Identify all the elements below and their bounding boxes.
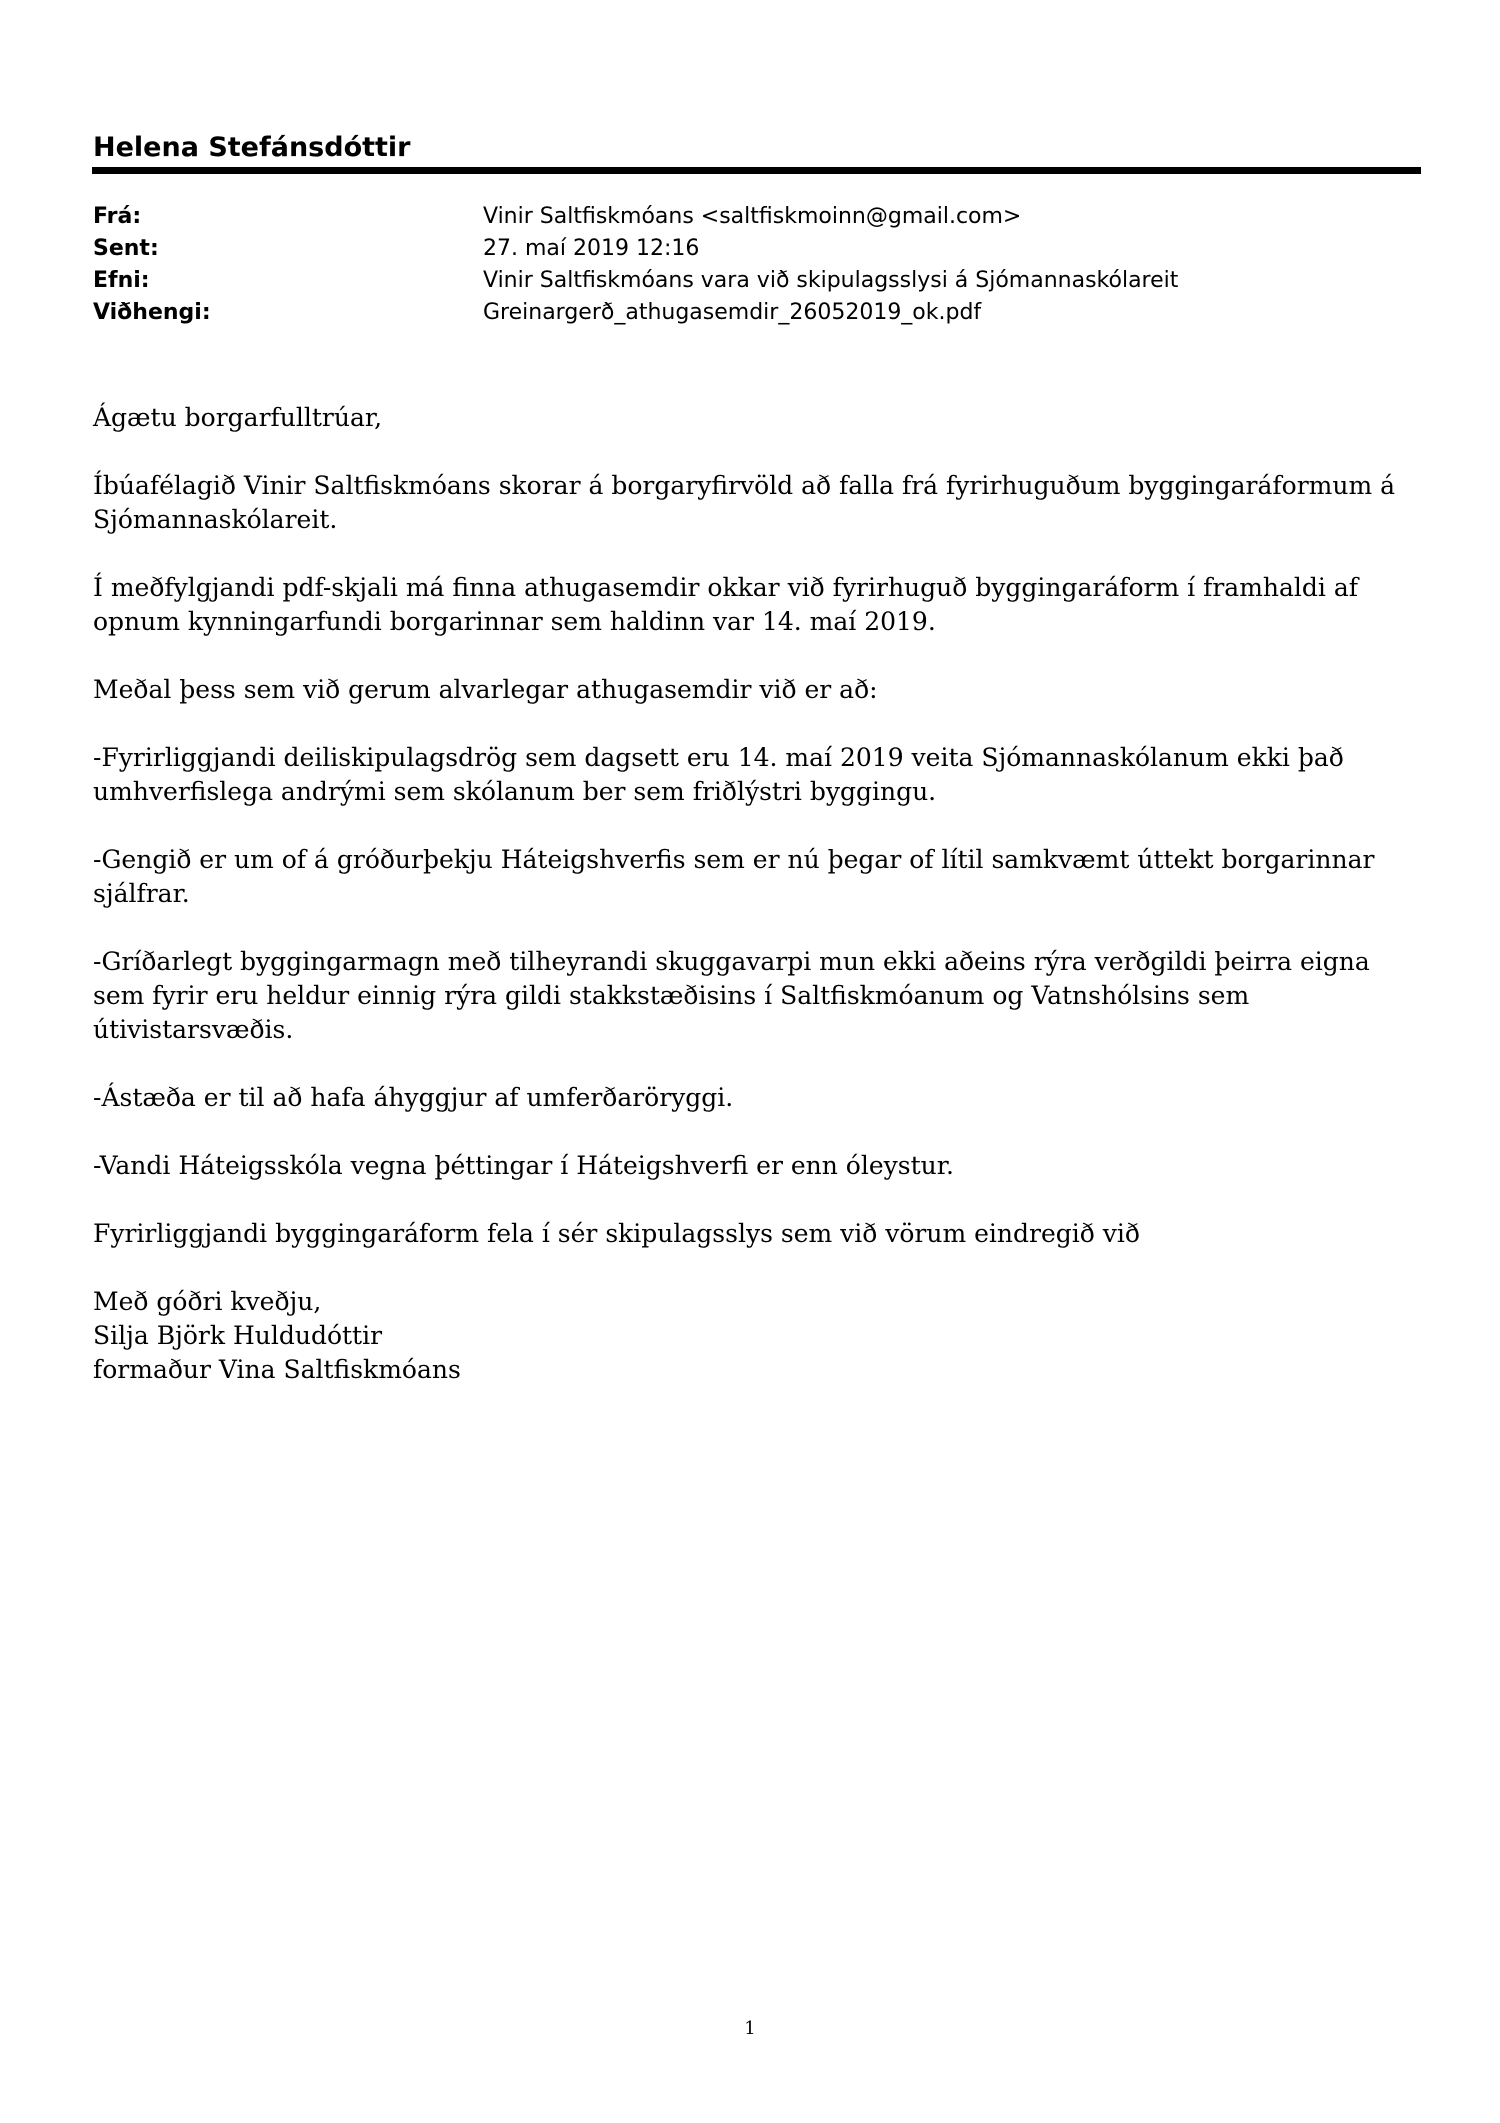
- objection-item: -Vandi Háteigsskóla vegna þéttingar í Háteigshverfi er enn óleystur.: [93, 1151, 954, 1180]
- page-number: 1: [744, 2018, 756, 2039]
- sent-value: 27. maí 2019 12:16: [483, 236, 700, 261]
- email-body: [93, 401, 1413, 1387]
- attachment-value[interactable]: Greinargerð_athugasemdir_26052019_ok.pdf: [483, 300, 982, 325]
- signature-name: Silja Björk Huldudóttir: [93, 1321, 383, 1350]
- body-paragraph: Íbúafélagið Vinir Saltfiskmóans skorar á borgaryfirvöld að falla frá fyrirhuguðum byggingaráformum á Sjómannaskólareit.: [93, 471, 1396, 534]
- subject-row: [93, 265, 1178, 297]
- sent-row: [93, 233, 1178, 265]
- owner-name: Helena Stefánsdóttir: [93, 132, 411, 163]
- email-header-fields: [93, 201, 1178, 329]
- objection-item: -Gengið er um of á gróðurþekju Háteigshverfis sem er nú þegar of lítil samkvæmt úttekt borgarinnar sjálfrar.: [93, 845, 1375, 908]
- body-paragraph: Í meðfylgjandi pdf-skjali má finna athugasemdir okkar við fyrirhuguð byggingaráform í framhaldi af opnum kynningarfundi borgarinnar sem haldinn var 14. maí 2019.: [93, 573, 1359, 636]
- from-label: Frá:: [93, 204, 142, 229]
- header-divider: [92, 167, 1421, 174]
- signature-closing: Með góðri kveðju,: [93, 1287, 322, 1316]
- signature-title: formaður Vina Saltfiskmóans: [93, 1355, 461, 1384]
- from-row: [93, 201, 1178, 233]
- objection-item: -Fyrirliggjandi deiliskipulagsdrög sem dagsett eru 14. maí 2019 veita Sjómannaskólanum ekki það umhverfislega andrými sem skólanum ber sem friðlýstri byggingu.: [93, 743, 1344, 806]
- objection-item: -Ástæða er til að hafa áhyggjur af umferðaröryggi.: [93, 1083, 734, 1112]
- from-value: Vinir Saltfiskmóans <saltfiskmoinn@gmail.com>: [483, 204, 1022, 229]
- attachment-row: [93, 297, 1178, 329]
- body-paragraph: Fyrirliggjandi byggingaráform fela í sér skipulagsslys sem við vörum eindregið við: [93, 1219, 1140, 1248]
- body-paragraph: Meðal þess sem við gerum alvarlegar athugasemdir við er að:: [93, 675, 878, 704]
- signature-block: [93, 1285, 1413, 1387]
- sent-label: Sent:: [93, 236, 159, 261]
- attachment-label: Viðhengi:: [93, 300, 211, 325]
- subject-value: Vinir Saltfiskmóans vara við skipulagsslysi á Sjómannaskólareit: [483, 268, 1179, 293]
- subject-label: Efni:: [93, 268, 150, 293]
- objection-item: -Gríðarlegt byggingarmagn með tilheyrandi skuggavarpi mun ekki aðeins rýra verðgildi þeirra eigna sem fyrir eru heldur einnig rýra gildi stakkstæðisins í Saltfiskmóanum og Vatnshólsins sem útivistarsvæðis.: [93, 947, 1370, 1044]
- greeting: Ágætu borgarfulltrúar,: [93, 403, 383, 432]
